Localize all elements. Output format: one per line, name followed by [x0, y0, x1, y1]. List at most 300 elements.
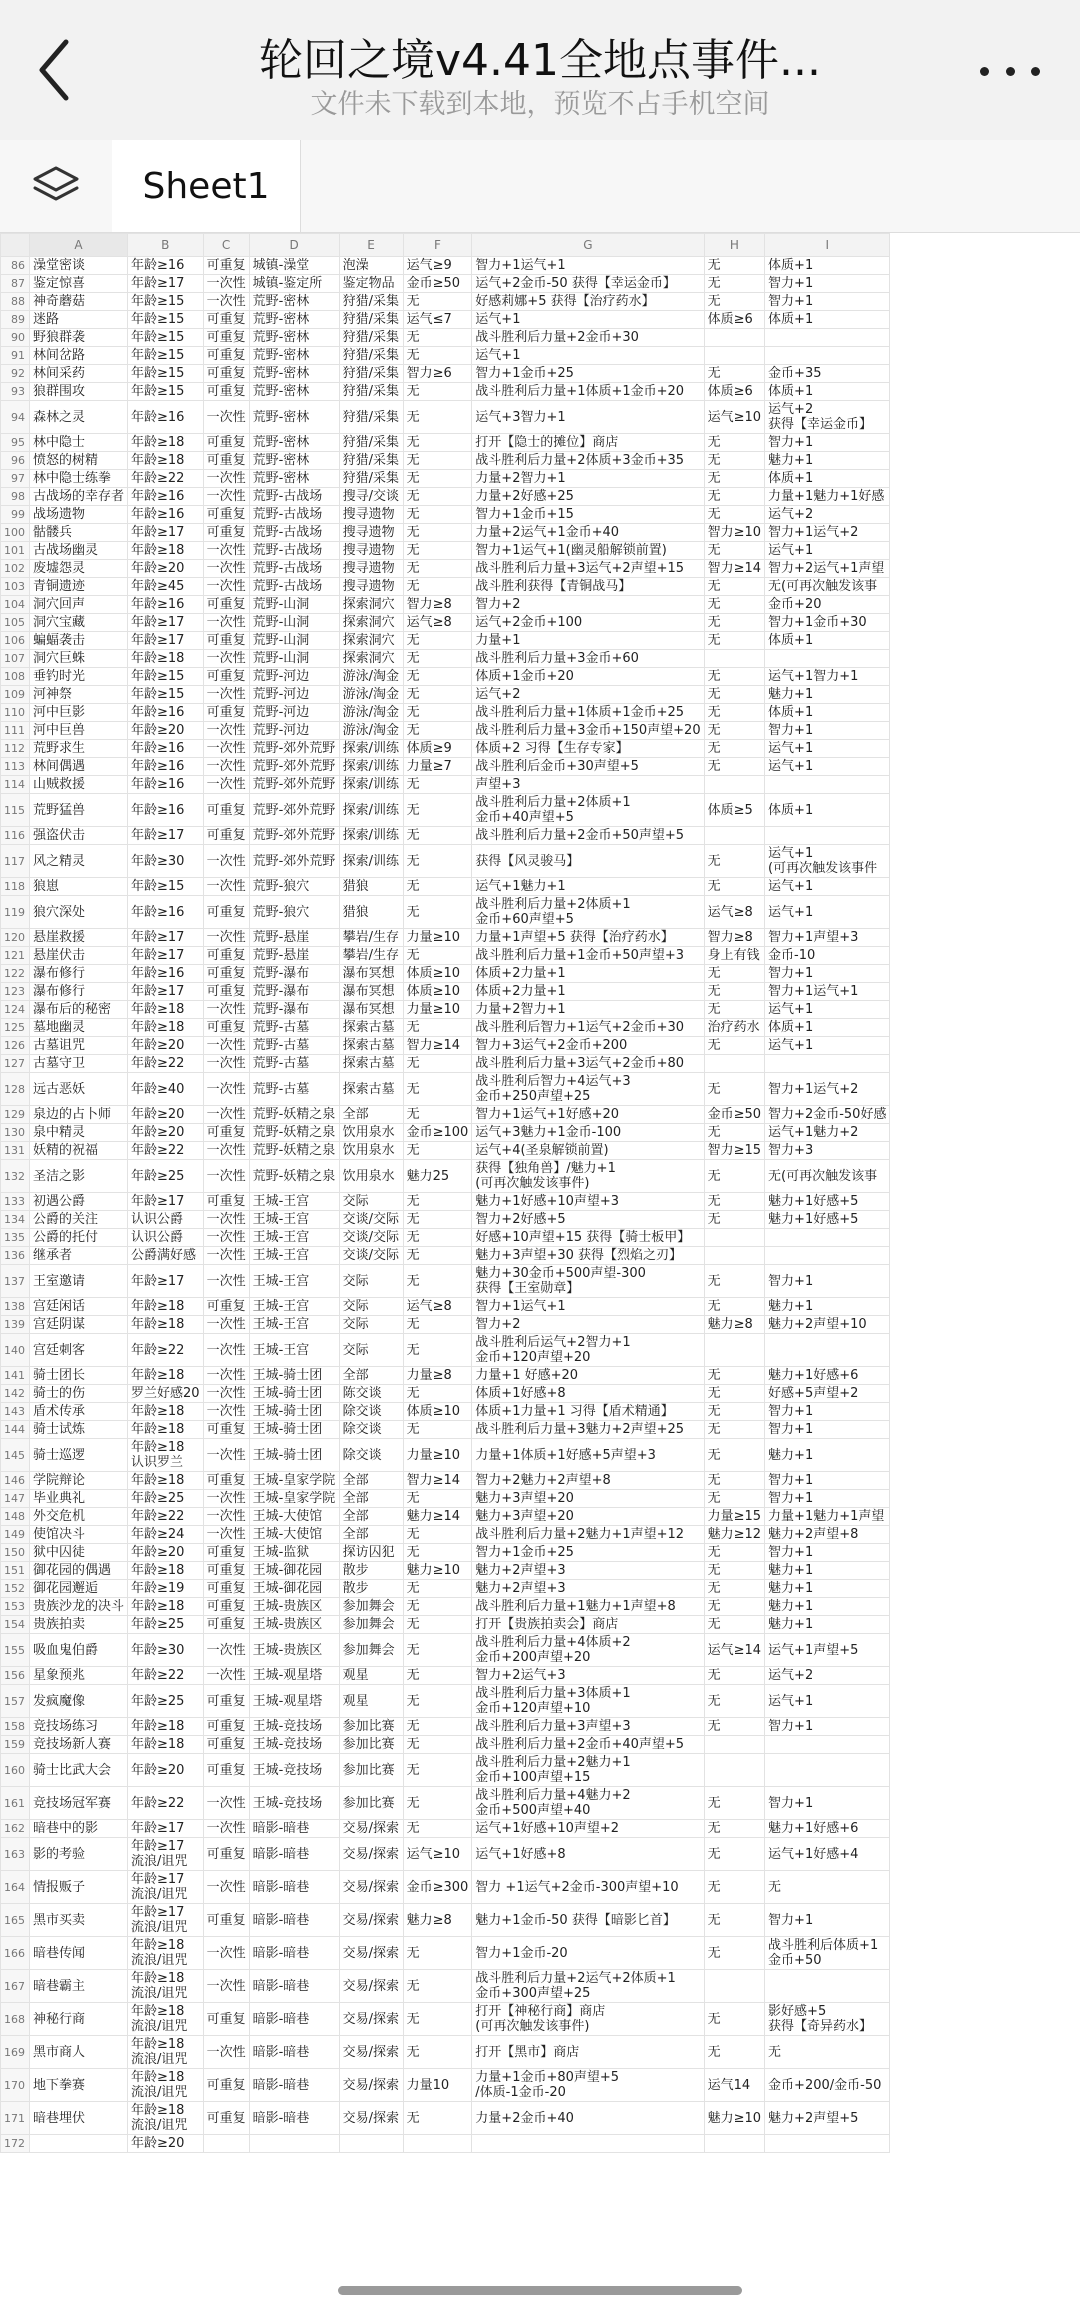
- table-cell[interactable]: 无: [704, 1001, 764, 1019]
- table-cell[interactable]: 交易/探索: [339, 1904, 403, 1937]
- table-cell[interactable]: 猎狼: [339, 896, 403, 929]
- table-cell[interactable]: 全部: [339, 1367, 403, 1385]
- row-number[interactable]: 151: [1, 1562, 30, 1580]
- table-cell[interactable]: 古墓守卫: [30, 1055, 128, 1073]
- table-cell[interactable]: 无: [704, 878, 764, 896]
- table-cell[interactable]: 无: [403, 1193, 472, 1211]
- table-cell[interactable]: 荒野-瀑布: [249, 1001, 339, 1019]
- table-cell[interactable]: 无: [704, 1403, 764, 1421]
- table-cell[interactable]: 参加舞会: [339, 1634, 403, 1667]
- table-cell[interactable]: 力量+1声望+5 获得【治疗药水】: [472, 929, 704, 947]
- column-header[interactable]: D: [249, 234, 339, 257]
- table-cell[interactable]: 魅力+1: [765, 1562, 890, 1580]
- table-cell[interactable]: 无: [704, 1490, 764, 1508]
- table-cell[interactable]: 无: [403, 347, 472, 365]
- row-number[interactable]: 130: [1, 1124, 30, 1142]
- table-cell[interactable]: 年龄≥16: [128, 506, 204, 524]
- table-cell[interactable]: 一次性: [203, 1073, 249, 1106]
- table-cell[interactable]: 运气+2金币+100: [472, 614, 704, 632]
- table-cell[interactable]: 一次性: [203, 1667, 249, 1685]
- table-cell[interactable]: 荒野-密林: [249, 383, 339, 401]
- table-cell[interactable]: 可重复: [203, 311, 249, 329]
- table-cell[interactable]: 运气≥8: [704, 896, 764, 929]
- table-cell[interactable]: 年龄≥16: [128, 596, 204, 614]
- table-cell[interactable]: 魅力≥8: [403, 1904, 472, 1937]
- table-cell[interactable]: 无: [403, 1970, 472, 2003]
- table-cell[interactable]: 王城-竞技场: [249, 1754, 339, 1787]
- table-cell[interactable]: 荒野-古战场: [249, 578, 339, 596]
- table-cell[interactable]: [128, 1871, 204, 1904]
- table-cell[interactable]: 陈交谈: [339, 1385, 403, 1403]
- table-cell[interactable]: 战斗胜利后力量+2金币+30: [472, 329, 704, 347]
- table-cell[interactable]: 体质+2力量+1: [472, 983, 704, 1001]
- table-cell[interactable]: 认识公爵: [128, 1211, 204, 1229]
- table-cell[interactable]: 荒野-密林: [249, 347, 339, 365]
- row-number[interactable]: 135: [1, 1229, 30, 1247]
- table-cell[interactable]: 一次性: [203, 470, 249, 488]
- row-number[interactable]: 148: [1, 1508, 30, 1526]
- table-cell[interactable]: 无: [403, 1247, 472, 1265]
- table-cell[interactable]: 可重复: [203, 896, 249, 929]
- table-cell[interactable]: 年龄≥15: [128, 347, 204, 365]
- table-cell[interactable]: 散步: [339, 1580, 403, 1598]
- table-cell[interactable]: 饮用泉水: [339, 1124, 403, 1142]
- table-cell[interactable]: 无: [704, 1562, 764, 1580]
- table-cell[interactable]: 魅力+1好感+6: [765, 1367, 890, 1385]
- table-cell[interactable]: 无: [403, 947, 472, 965]
- table-cell[interactable]: 运气≥10: [704, 401, 764, 434]
- spreadsheet-grid[interactable]: [0, 233, 1080, 2315]
- row-number[interactable]: 92: [1, 365, 30, 383]
- table-cell[interactable]: 荒野-瀑布: [249, 965, 339, 983]
- table-cell[interactable]: [249, 2135, 339, 2153]
- table-cell[interactable]: 智力+1金币+25: [472, 1544, 704, 1562]
- table-cell[interactable]: 探索/训练: [339, 794, 403, 827]
- table-cell[interactable]: 运气+1: [765, 1685, 890, 1718]
- table-cell[interactable]: [128, 1970, 204, 2003]
- table-cell[interactable]: 可重复: [203, 668, 249, 686]
- row-number[interactable]: 122: [1, 965, 30, 983]
- table-cell[interactable]: 年龄≥16: [128, 257, 204, 275]
- table-cell[interactable]: 可重复: [203, 947, 249, 965]
- table-cell[interactable]: 一次性: [203, 401, 249, 434]
- table-cell[interactable]: 公爵的托付: [30, 1229, 128, 1247]
- table-cell[interactable]: [765, 347, 890, 365]
- table-cell[interactable]: 荒野-妖精之泉: [249, 1160, 339, 1193]
- table-cell[interactable]: 无: [704, 365, 764, 383]
- table-cell[interactable]: 一次性: [203, 1037, 249, 1055]
- table-cell[interactable]: 年龄≥22: [128, 1334, 204, 1367]
- table-cell[interactable]: 打开【贵族拍卖会】商店: [472, 1616, 704, 1634]
- table-cell[interactable]: 王城-竞技场: [249, 1736, 339, 1754]
- table-cell[interactable]: 探访囚犯: [339, 1544, 403, 1562]
- table-cell[interactable]: 无: [403, 1580, 472, 1598]
- column-header[interactable]: A: [30, 234, 128, 257]
- table-cell[interactable]: 魅力+1: [765, 1298, 890, 1316]
- table-cell[interactable]: 无: [704, 1544, 764, 1562]
- table-cell[interactable]: 无: [704, 293, 764, 311]
- table-cell[interactable]: 年龄≥24: [128, 1526, 204, 1544]
- table-cell[interactable]: [472, 1685, 704, 1718]
- table-cell[interactable]: 可重复: [203, 1124, 249, 1142]
- table-cell[interactable]: 荒野-郊外荒野: [249, 794, 339, 827]
- table-cell[interactable]: 搜寻/交谈: [339, 488, 403, 506]
- table-cell[interactable]: 御花园邂逅: [30, 1580, 128, 1598]
- table-cell[interactable]: 竞技场冠军赛: [30, 1787, 128, 1820]
- table-cell[interactable]: 无: [704, 275, 764, 293]
- row-number[interactable]: 107: [1, 650, 30, 668]
- row-number[interactable]: 100: [1, 524, 30, 542]
- table-cell[interactable]: 盾术传承: [30, 1403, 128, 1421]
- table-cell[interactable]: 参加比赛: [339, 1754, 403, 1787]
- table-cell[interactable]: 荒野-河边: [249, 722, 339, 740]
- row-number[interactable]: 161: [1, 1787, 30, 1820]
- table-cell[interactable]: 无: [403, 1616, 472, 1634]
- table-cell[interactable]: 年龄≥17: [128, 614, 204, 632]
- table-cell[interactable]: 悬崖伏击: [30, 947, 128, 965]
- table-cell[interactable]: 年龄≥25: [128, 1490, 204, 1508]
- table-cell[interactable]: 无: [765, 1871, 890, 1904]
- table-cell[interactable]: 山贼救援: [30, 776, 128, 794]
- table-cell[interactable]: 智力+2: [472, 1316, 704, 1334]
- table-cell[interactable]: 战斗胜利后力量+2体质+3金币+35: [472, 452, 704, 470]
- table-cell[interactable]: 智力+2金币-50好感: [765, 1106, 890, 1124]
- table-cell[interactable]: 可重复: [203, 1580, 249, 1598]
- table-cell[interactable]: 魅力+3声望+30 获得【烈焰之刃】: [472, 1247, 704, 1265]
- row-number[interactable]: 172: [1, 2135, 30, 2153]
- table-cell[interactable]: 年龄≥16: [128, 401, 204, 434]
- table-cell[interactable]: 荒野求生: [30, 740, 128, 758]
- table-cell[interactable]: 力量+1魅力+1声望: [765, 1508, 890, 1526]
- table-cell[interactable]: 荒野猛兽: [30, 794, 128, 827]
- table-cell[interactable]: [765, 827, 890, 845]
- table-cell[interactable]: 运气+1好感+10声望+2: [472, 1820, 704, 1838]
- table-cell[interactable]: 风之精灵: [30, 845, 128, 878]
- table-cell[interactable]: 狩猎/采集: [339, 329, 403, 347]
- table-cell[interactable]: 年龄≥45: [128, 578, 204, 596]
- table-cell[interactable]: 打开【隐士的摊位】商店: [472, 434, 704, 452]
- table-cell[interactable]: 战斗胜利后力量+3运气+2声望+15: [472, 560, 704, 578]
- table-cell[interactable]: 战斗胜利后力量+2金币+40声望+5: [472, 1736, 704, 1754]
- table-cell[interactable]: 学院辩论: [30, 1472, 128, 1490]
- table-cell[interactable]: 暗巷霸主: [30, 1970, 128, 2003]
- table-cell[interactable]: 初遇公爵: [30, 1193, 128, 1211]
- table-cell[interactable]: 运气+1: [765, 758, 890, 776]
- table-cell[interactable]: 无: [403, 1718, 472, 1736]
- table-cell[interactable]: 无: [704, 758, 764, 776]
- table-cell[interactable]: 体质+1: [765, 383, 890, 401]
- table-cell[interactable]: 运气≥10: [403, 1838, 472, 1871]
- table-cell[interactable]: 年龄≥18: [128, 1019, 204, 1037]
- table-cell[interactable]: 智力+1: [765, 1904, 890, 1937]
- table-cell[interactable]: 无: [403, 1598, 472, 1616]
- table-cell[interactable]: 无: [403, 401, 472, 434]
- table-cell[interactable]: 运气+1智力+1: [765, 668, 890, 686]
- table-cell[interactable]: 体质≥10: [403, 965, 472, 983]
- row-number[interactable]: 112: [1, 740, 30, 758]
- table-cell[interactable]: [765, 1937, 890, 1970]
- table-cell[interactable]: 战斗胜利获得【青铜战马】: [472, 578, 704, 596]
- table-cell[interactable]: 魅力≥12: [704, 1526, 764, 1544]
- table-cell[interactable]: 无: [704, 965, 764, 983]
- table-cell[interactable]: 魅力+1: [765, 1580, 890, 1598]
- table-cell[interactable]: 王城-监狱: [249, 1544, 339, 1562]
- table-cell[interactable]: [765, 1055, 890, 1073]
- table-cell[interactable]: 智力+1: [765, 293, 890, 311]
- table-cell[interactable]: 迷路: [30, 311, 128, 329]
- table-cell[interactable]: 墓地幽灵: [30, 1019, 128, 1037]
- table-cell[interactable]: 荒野-河边: [249, 686, 339, 704]
- table-cell[interactable]: 智力+1运气+1: [765, 983, 890, 1001]
- table-cell[interactable]: 鉴定物品: [339, 275, 403, 293]
- table-cell[interactable]: [765, 1247, 890, 1265]
- table-cell[interactable]: 年龄≥18: [128, 1001, 204, 1019]
- table-cell[interactable]: 吸血鬼伯爵: [30, 1634, 128, 1667]
- table-cell[interactable]: 年龄≥20: [128, 560, 204, 578]
- table-cell[interactable]: 可重复: [203, 434, 249, 452]
- table-cell[interactable]: 年龄≥25: [128, 1685, 204, 1718]
- table-cell[interactable]: 无: [704, 1820, 764, 1838]
- table-cell[interactable]: 荒野-郊外荒野: [249, 776, 339, 794]
- table-cell[interactable]: 观星: [339, 1685, 403, 1718]
- table-cell[interactable]: 运气+1: [765, 1037, 890, 1055]
- table-cell[interactable]: 一次性: [203, 1403, 249, 1421]
- table-cell[interactable]: 力量≥10: [403, 929, 472, 947]
- row-number[interactable]: 144: [1, 1421, 30, 1439]
- table-cell[interactable]: 年龄≥20: [128, 1544, 204, 1562]
- table-cell[interactable]: 无: [704, 1211, 764, 1229]
- row-number[interactable]: 97: [1, 470, 30, 488]
- table-cell[interactable]: 可重复: [203, 383, 249, 401]
- table-cell[interactable]: [765, 1736, 890, 1754]
- table-cell[interactable]: 探索洞穴: [339, 632, 403, 650]
- table-cell[interactable]: 饮用泉水: [339, 1142, 403, 1160]
- table-cell[interactable]: 骑士巡逻: [30, 1439, 128, 1472]
- table-cell[interactable]: 一次性: [203, 722, 249, 740]
- table-cell[interactable]: 智力≥15: [704, 1142, 764, 1160]
- row-number[interactable]: 113: [1, 758, 30, 776]
- table-cell[interactable]: 智力+2运气+3: [472, 1667, 704, 1685]
- table-cell[interactable]: 王城-御花园: [249, 1580, 339, 1598]
- table-cell[interactable]: 年龄≥18: [128, 1298, 204, 1316]
- table-cell[interactable]: 魅力+1: [765, 452, 890, 470]
- table-cell[interactable]: 年龄≥22: [128, 470, 204, 488]
- table-cell[interactable]: 年龄≥17: [128, 929, 204, 947]
- table-cell[interactable]: 体质+1: [765, 311, 890, 329]
- table-cell[interactable]: 智力+3: [765, 1142, 890, 1160]
- row-number[interactable]: 153: [1, 1598, 30, 1616]
- table-cell[interactable]: 攀岩/生存: [339, 947, 403, 965]
- table-cell[interactable]: 无: [704, 1367, 764, 1385]
- row-number[interactable]: 165: [1, 1904, 30, 1937]
- table-cell[interactable]: 搜寻遗物: [339, 560, 403, 578]
- table-cell[interactable]: 公爵的关注: [30, 1211, 128, 1229]
- table-cell[interactable]: 游泳/淘金: [339, 668, 403, 686]
- table-cell[interactable]: 饮用泉水: [339, 1160, 403, 1193]
- table-cell[interactable]: 一次性: [203, 1160, 249, 1193]
- table-cell[interactable]: 荒野-郊外荒野: [249, 827, 339, 845]
- table-cell[interactable]: 运气+1: [765, 740, 890, 758]
- column-header[interactable]: I: [765, 234, 890, 257]
- table-cell[interactable]: 一次性: [203, 1247, 249, 1265]
- table-cell[interactable]: 毕业典礼: [30, 1490, 128, 1508]
- table-cell[interactable]: 无: [403, 1265, 472, 1298]
- table-cell[interactable]: 无: [765, 2036, 890, 2069]
- table-cell[interactable]: 荒野-狼穴: [249, 896, 339, 929]
- table-cell[interactable]: [704, 1247, 764, 1265]
- table-cell[interactable]: 运气+1好感+4: [765, 1838, 890, 1871]
- table-cell[interactable]: 交谈/交际: [339, 1211, 403, 1229]
- table-cell[interactable]: 全部: [339, 1508, 403, 1526]
- table-cell[interactable]: 体质+1: [765, 632, 890, 650]
- table-cell[interactable]: 无: [403, 560, 472, 578]
- row-number[interactable]: 105: [1, 614, 30, 632]
- table-cell[interactable]: 年龄≥20: [128, 1124, 204, 1142]
- column-header[interactable]: G: [472, 234, 704, 257]
- table-cell[interactable]: 无: [403, 1334, 472, 1367]
- table-cell[interactable]: 贵族拍卖: [30, 1616, 128, 1634]
- table-cell[interactable]: 魅力+2声望+8: [765, 1526, 890, 1544]
- table-cell[interactable]: 竞技场新人赛: [30, 1736, 128, 1754]
- table-cell[interactable]: 无: [704, 470, 764, 488]
- table-cell[interactable]: 荒野-古墓: [249, 1037, 339, 1055]
- table-cell[interactable]: 可重复: [203, 596, 249, 614]
- table-cell[interactable]: 力量≥10: [403, 1001, 472, 1019]
- table-cell[interactable]: 体质≥6: [704, 311, 764, 329]
- table-cell[interactable]: 魅力+3声望+20: [472, 1508, 704, 1526]
- table-cell[interactable]: 战斗胜利后力量+3声望+3: [472, 1718, 704, 1736]
- table-cell[interactable]: 全部: [339, 1472, 403, 1490]
- table-cell[interactable]: 力量≥8: [403, 1367, 472, 1385]
- table-cell[interactable]: 年龄≥17: [128, 827, 204, 845]
- table-cell[interactable]: 好感+5声望+2: [765, 1385, 890, 1403]
- table-cell[interactable]: [472, 1754, 704, 1787]
- table-cell[interactable]: 狩猎/采集: [339, 347, 403, 365]
- table-cell[interactable]: 一次性: [203, 1106, 249, 1124]
- table-cell[interactable]: 河中巨影: [30, 704, 128, 722]
- table-cell[interactable]: 无: [704, 740, 764, 758]
- table-cell[interactable]: 一次性: [203, 1142, 249, 1160]
- table-cell[interactable]: 智力+1运气+1好感+20: [472, 1106, 704, 1124]
- table-cell[interactable]: [765, 329, 890, 347]
- table-cell[interactable]: 年龄≥17: [128, 1265, 204, 1298]
- table-cell[interactable]: 交际: [339, 1193, 403, 1211]
- table-cell[interactable]: 泡澡: [339, 257, 403, 275]
- table-cell[interactable]: 无: [704, 1685, 764, 1718]
- table-cell[interactable]: 一次性: [203, 1871, 249, 1904]
- table-cell[interactable]: 荒野-河边: [249, 668, 339, 686]
- table-cell[interactable]: 年龄≥20: [128, 1037, 204, 1055]
- table-cell[interactable]: 一次性: [203, 1385, 249, 1403]
- table-cell[interactable]: 无: [704, 632, 764, 650]
- table-cell[interactable]: 狼穴深处: [30, 896, 128, 929]
- table-cell[interactable]: 澡堂密谈: [30, 257, 128, 275]
- table-cell[interactable]: 河中巨兽: [30, 722, 128, 740]
- table-cell[interactable]: [128, 2069, 204, 2102]
- table-cell[interactable]: [403, 2135, 472, 2153]
- table-cell[interactable]: [765, 776, 890, 794]
- table-cell[interactable]: 交谈/交际: [339, 1247, 403, 1265]
- table-cell[interactable]: 智力+2运气+1声望: [765, 560, 890, 578]
- table-cell[interactable]: 年龄≥18: [128, 1316, 204, 1334]
- table-cell[interactable]: 王城-皇家学院: [249, 1490, 339, 1508]
- table-cell[interactable]: 年龄≥18: [128, 1598, 204, 1616]
- column-header[interactable]: C: [203, 234, 249, 257]
- table-cell[interactable]: 一次性: [203, 776, 249, 794]
- table-cell[interactable]: 无: [403, 1316, 472, 1334]
- table-cell[interactable]: 体质≥5: [704, 794, 764, 827]
- table-cell[interactable]: 暗巷中的影: [30, 1820, 128, 1838]
- table-cell[interactable]: [765, 1970, 890, 2003]
- table-cell[interactable]: 荒野-山洞: [249, 614, 339, 632]
- row-number[interactable]: 147: [1, 1490, 30, 1508]
- table-cell[interactable]: 魅力+1: [765, 1598, 890, 1616]
- table-cell[interactable]: 年龄≥17: [128, 1193, 204, 1211]
- table-cell[interactable]: 运气+3魅力+1金币-100: [472, 1124, 704, 1142]
- table-cell[interactable]: 年龄≥17: [128, 524, 204, 542]
- table-cell[interactable]: 探索/训练: [339, 776, 403, 794]
- table-cell[interactable]: 智力+1运气+2: [765, 1073, 890, 1106]
- table-cell[interactable]: 年龄≥20: [128, 1106, 204, 1124]
- table-cell[interactable]: 交易/探索: [339, 1937, 403, 1970]
- table-cell[interactable]: 力量+2金币+40: [472, 2102, 704, 2135]
- table-cell[interactable]: [704, 329, 764, 347]
- table-cell[interactable]: 年龄≥18: [128, 452, 204, 470]
- table-cell[interactable]: 战斗胜利后力量+3金币+150声望+20: [472, 722, 704, 740]
- table-cell[interactable]: 荒野-山洞: [249, 650, 339, 668]
- table-cell[interactable]: 王城-大使馆: [249, 1526, 339, 1544]
- table-cell[interactable]: 狩猎/采集: [339, 434, 403, 452]
- table-cell[interactable]: 一次性: [203, 740, 249, 758]
- table-cell[interactable]: 骑士比武大会: [30, 1754, 128, 1787]
- table-cell[interactable]: 无: [704, 1718, 764, 1736]
- table-cell[interactable]: 荒野-密林: [249, 434, 339, 452]
- table-cell[interactable]: 暗影-暗巷: [249, 2003, 339, 2036]
- table-cell[interactable]: 泉边的占卜师: [30, 1106, 128, 1124]
- table-cell[interactable]: 金币≥100: [403, 1124, 472, 1142]
- table-cell[interactable]: 骑士团长: [30, 1367, 128, 1385]
- table-cell[interactable]: 年龄≥30: [128, 845, 204, 878]
- table-cell[interactable]: 智力+1金币-20: [472, 1937, 704, 1970]
- table-cell[interactable]: 一次性: [203, 1367, 249, 1385]
- table-cell[interactable]: 荒野-古战场: [249, 488, 339, 506]
- table-cell[interactable]: 战斗胜利后智力+1运气+2金币+30: [472, 1019, 704, 1037]
- row-number[interactable]: 117: [1, 845, 30, 878]
- table-cell[interactable]: [704, 1970, 764, 2003]
- table-cell[interactable]: [30, 2135, 128, 2153]
- table-cell[interactable]: 参加舞会: [339, 1598, 403, 1616]
- table-cell[interactable]: [704, 347, 764, 365]
- table-cell[interactable]: 智力+1: [765, 965, 890, 983]
- table-cell[interactable]: 运气+1魅力+1: [472, 878, 704, 896]
- table-cell[interactable]: 一次性: [203, 1970, 249, 2003]
- row-number[interactable]: 87: [1, 275, 30, 293]
- table-cell[interactable]: 河神祭: [30, 686, 128, 704]
- table-cell[interactable]: 无: [403, 1526, 472, 1544]
- table-cell[interactable]: 可重复: [203, 1838, 249, 1871]
- table-cell[interactable]: 影的考验: [30, 1838, 128, 1871]
- table-cell[interactable]: 魅力+2声望+3: [472, 1562, 704, 1580]
- table-cell[interactable]: 无: [403, 1820, 472, 1838]
- table-cell[interactable]: 游泳/淘金: [339, 722, 403, 740]
- row-number[interactable]: 169: [1, 2036, 30, 2069]
- table-cell[interactable]: 贵族沙龙的决斗: [30, 1598, 128, 1616]
- table-cell[interactable]: 智力+1: [765, 1490, 890, 1508]
- table-cell[interactable]: 骷髅兵: [30, 524, 128, 542]
- table-cell[interactable]: 荒野-狼穴: [249, 878, 339, 896]
- table-cell[interactable]: 交易/探索: [339, 1970, 403, 2003]
- table-cell[interactable]: 无: [704, 506, 764, 524]
